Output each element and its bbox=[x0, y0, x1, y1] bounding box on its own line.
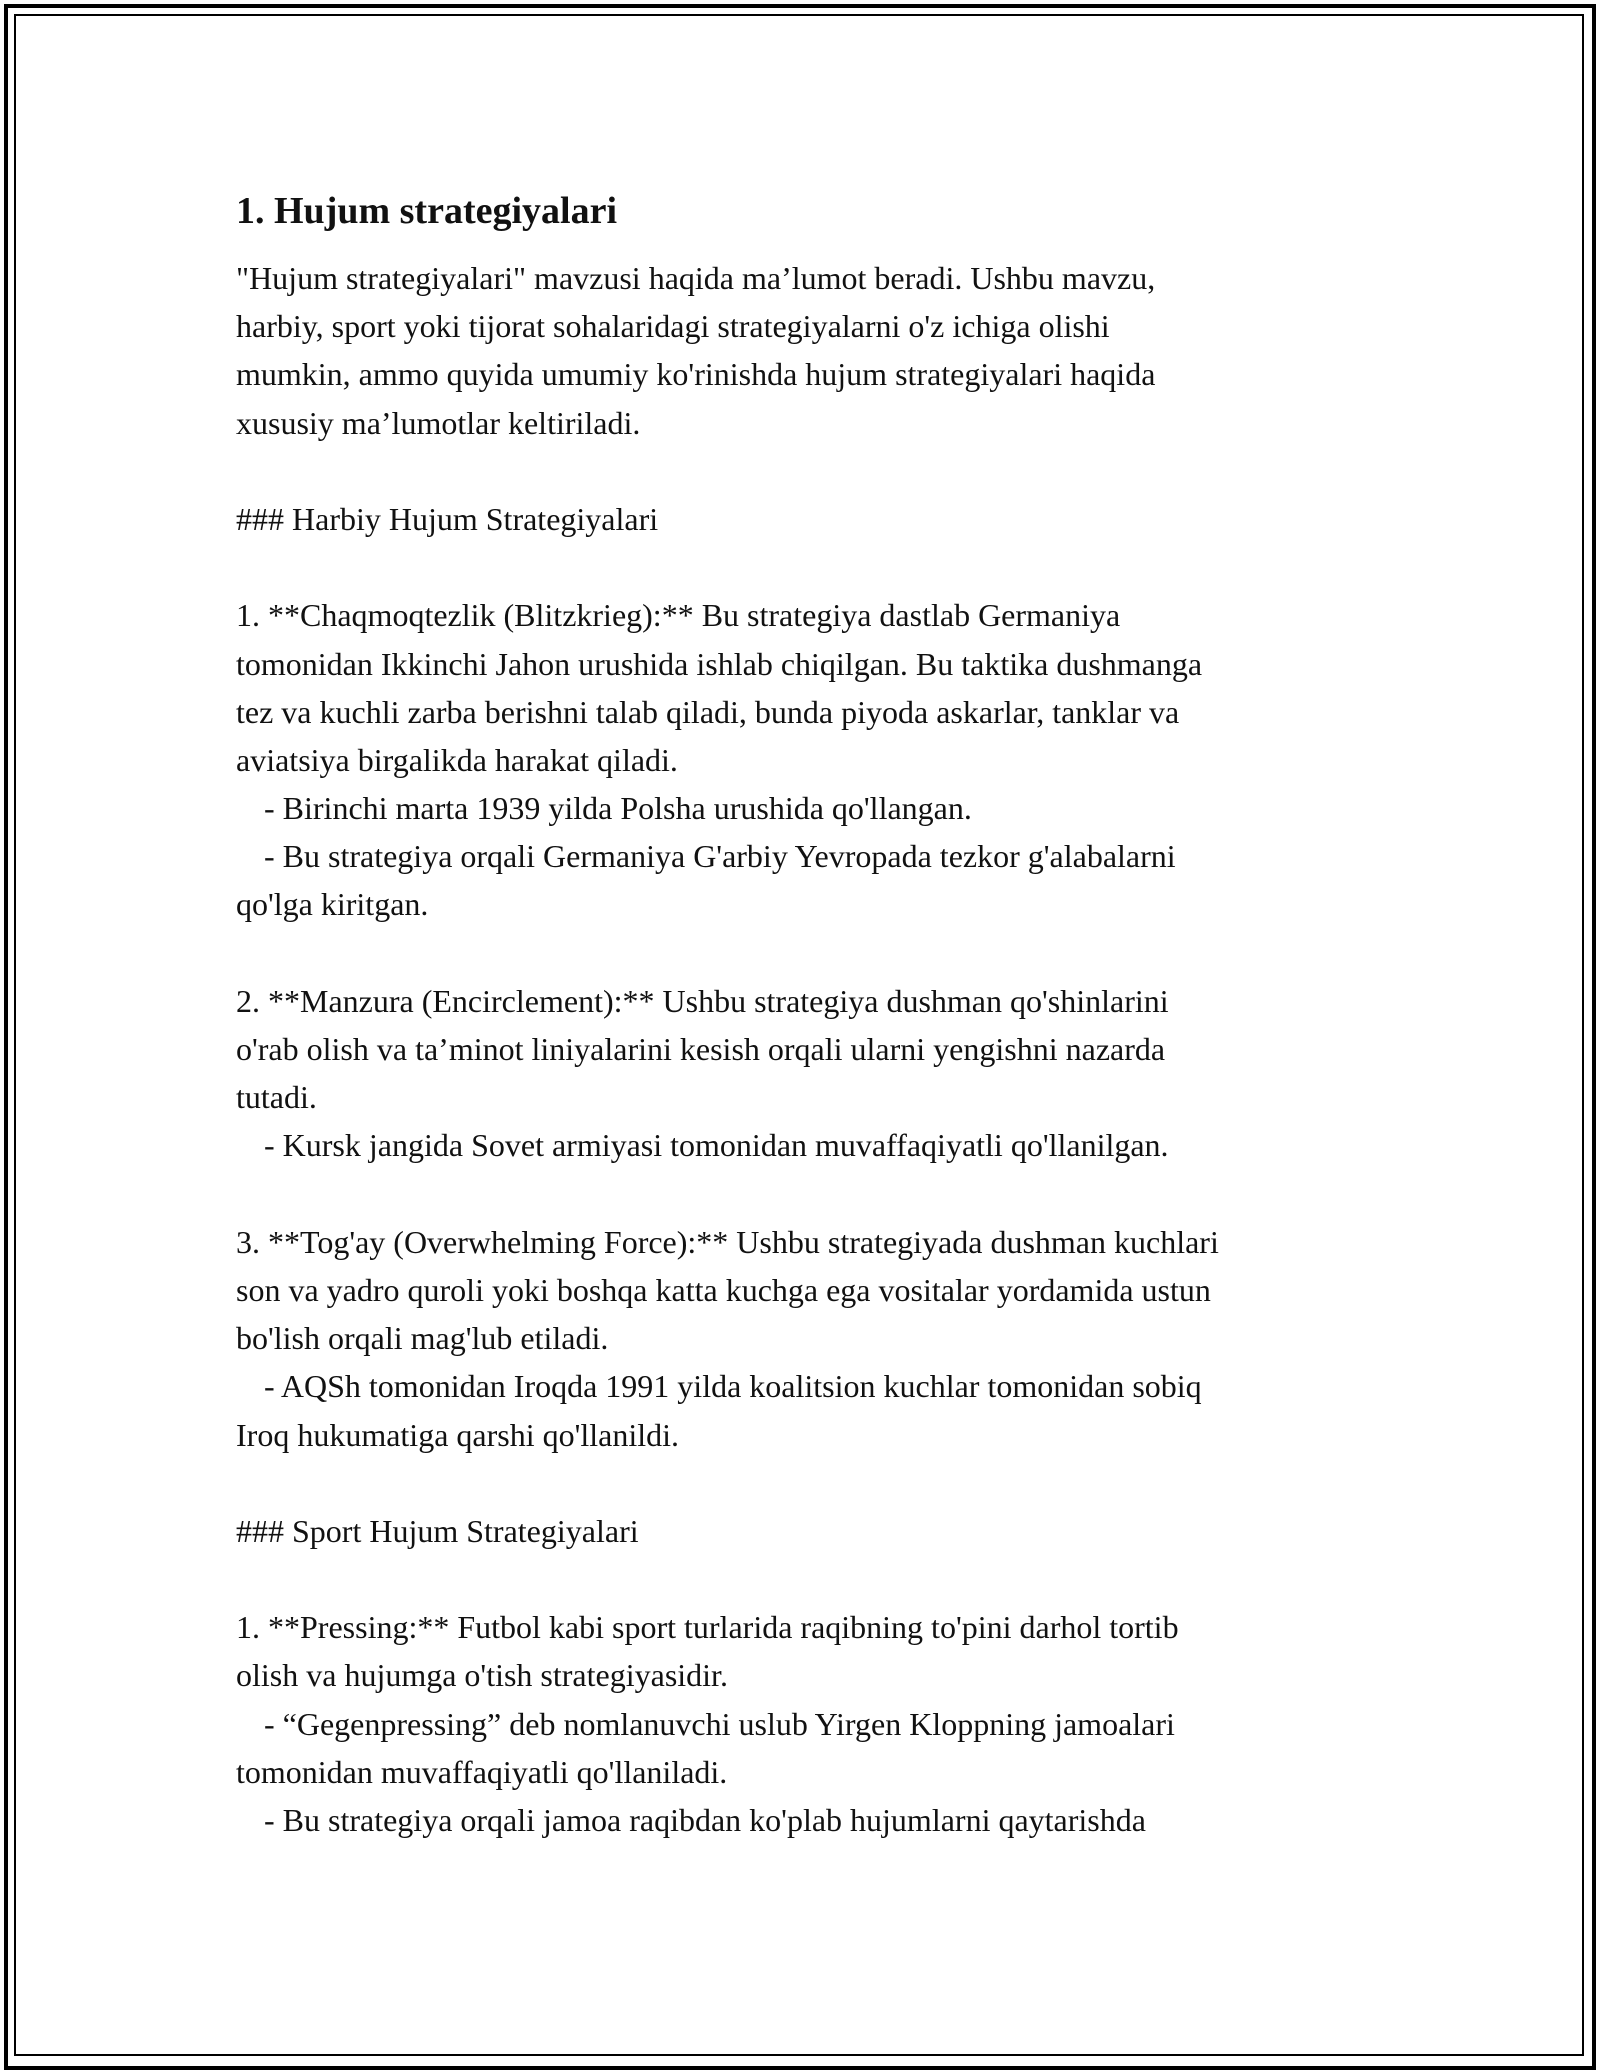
bullet-line: - Bu strategiya orqali Germaniya G'arbiy Yevropada tezkor g'alabalarni bbox=[264, 838, 1176, 875]
text-line: mumkin, ammo quyida umumiy ko'rinishda hujum strategiyalari haqida bbox=[236, 356, 1156, 393]
text-line: bo'lish orqali mag'lub etiladi. bbox=[236, 1320, 609, 1357]
bullet-line: - Kursk jangida Sovet armiyasi tomonidan muvaffaqiyatli qo'llanilgan. bbox=[264, 1127, 1169, 1164]
blank-line bbox=[236, 929, 1406, 977]
text-line: aviatsiya birgalikda harakat qiladi. bbox=[236, 741, 678, 778]
text-line: ### Sport Hujum Strategiyalari bbox=[236, 1512, 639, 1549]
text-line: Iroq hukumatiga qarshi qo'llanildi. bbox=[236, 1416, 680, 1453]
document-title: 1. Hujum strategiyalari bbox=[236, 190, 618, 232]
text-line: qo'lga kiritgan. bbox=[236, 886, 429, 923]
blank-line bbox=[236, 447, 1406, 495]
document-body bbox=[236, 186, 1406, 1844]
bullet-line: - AQSh tomonidan Iroqda 1991 yilda koalitsion kuchlar tomonidan sobiq bbox=[264, 1368, 1202, 1405]
blank-line bbox=[236, 543, 1406, 591]
text-line: 3. **Tog'ay (Overwhelming Force):** Ushbu strategiyada dushman kuchlari bbox=[236, 1223, 1219, 1260]
bullet-line: - Bu strategiya orqali jamoa raqibdan ko'plab hujumlarni qaytarishda bbox=[264, 1802, 1146, 1838]
text-line: 1. **Chaqmoqtezlik (Blitzkrieg):** Bu strategiya dastlab Germaniya bbox=[236, 597, 1121, 634]
text-line: son va yadro quroli yoki boshqa katta kuchga ega vositalar yordamida ustun bbox=[236, 1271, 1211, 1308]
text-line: 2. **Manzura (Encirclement):** Ushbu strategiya dushman qo'shinlarini bbox=[236, 982, 1169, 1019]
text-line: harbiy, sport yoki tijorat sohalaridagi strategiyalarni o'z ichiga olishi bbox=[236, 308, 1110, 345]
text-line: 1. **Pressing:** Futbol kabi sport turlarida raqibning to'pini darhol tortib bbox=[236, 1609, 1179, 1646]
text-line: tomonidan Ikkinchi Jahon urushida ishlab chiqilgan. Bu taktika dushmanga bbox=[236, 645, 1203, 682]
text-line: xususiy ma’lumotlar keltiriladi. bbox=[236, 404, 641, 441]
blank-line bbox=[236, 1555, 1406, 1603]
document-text bbox=[236, 254, 1406, 1844]
text-line: tutadi. bbox=[236, 1079, 317, 1116]
bullet-line: - “Gegenpressing” deb nomlanuvchi uslub Yirgen Kloppning jamoalari bbox=[264, 1705, 1175, 1742]
text-line: "Hujum strategiyalari" mavzusi haqida ma’lumot beradi. Ushbu mavzu, bbox=[236, 260, 1156, 296]
blank-line bbox=[236, 1170, 1406, 1218]
text-line: tez va kuchli zarba berishni talab qiladi, bunda piyoda askarlar, tanklar va bbox=[236, 693, 1180, 730]
text-line: tomonidan muvaffaqiyatli qo'llaniladi. bbox=[236, 1753, 728, 1790]
text-line: ### Harbiy Hujum Strategiyalari bbox=[236, 500, 659, 537]
text-line: o'rab olish va ta’minot liniyalarini kesish orqali ularni yengishni nazarda bbox=[236, 1031, 1166, 1067]
bullet-line: - Birinchi marta 1939 yilda Polsha urushida qo'llangan. bbox=[264, 790, 972, 827]
text-line: olish va hujumga o'tish strategiyasidir. bbox=[236, 1657, 728, 1694]
blank-line bbox=[236, 1459, 1406, 1507]
